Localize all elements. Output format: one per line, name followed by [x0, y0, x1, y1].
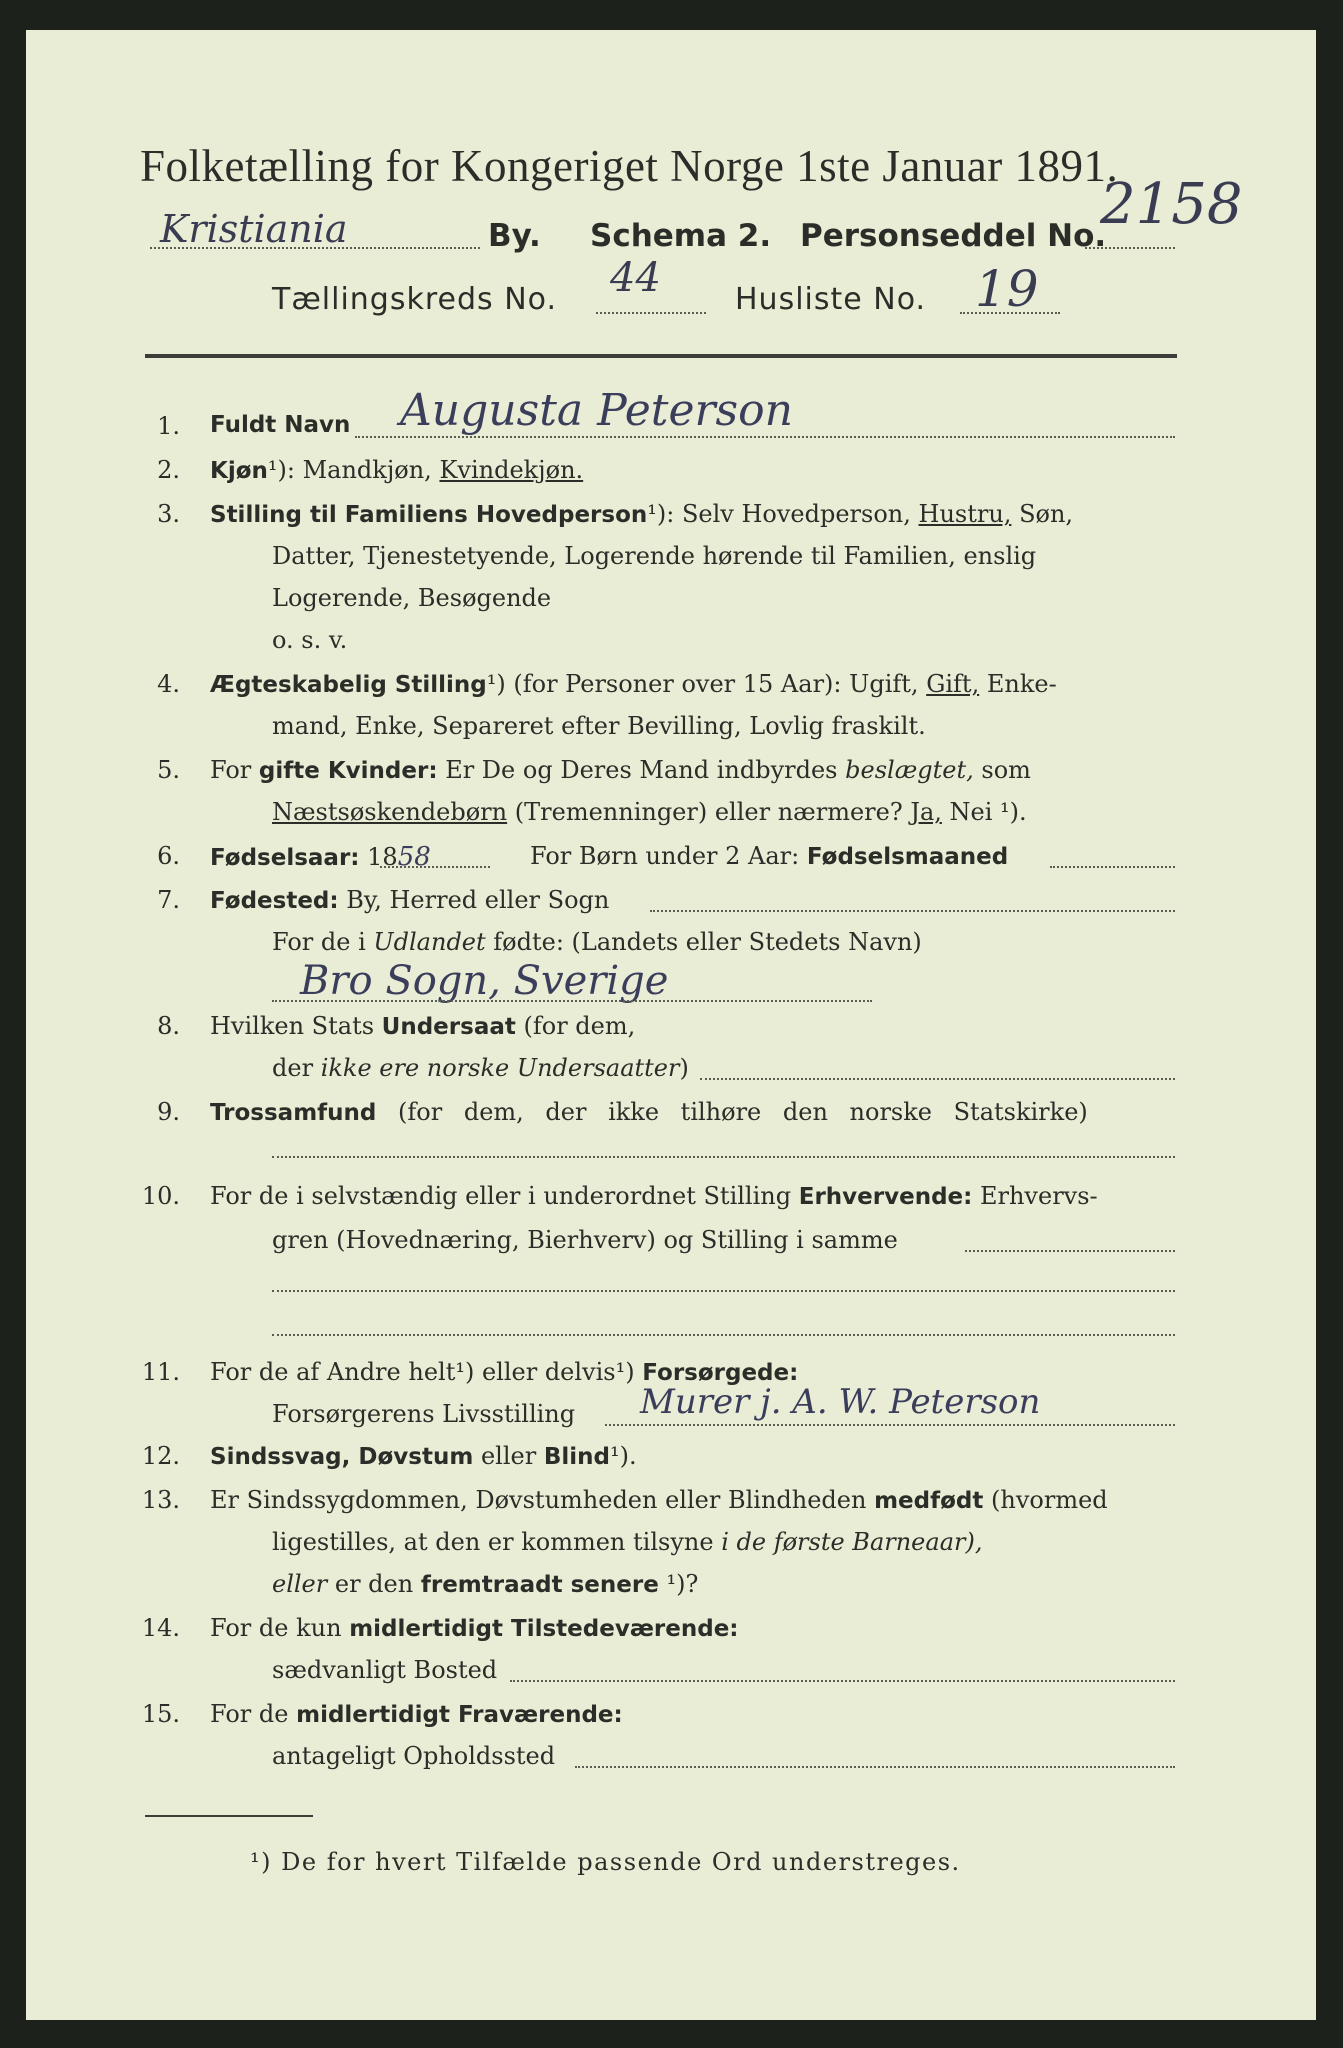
- q9-rest: (for dem, der ikke tilhøre den norske Statskirke): [398, 1098, 1088, 1126]
- q3-option-hustru: Hustru,: [918, 500, 1012, 528]
- q7-line1: [210, 886, 609, 914]
- q10-number: 10.: [141, 1182, 180, 1210]
- q13-er-den: er den: [334, 1570, 414, 1598]
- q7-udlandet: Udlandet: [373, 928, 486, 956]
- q1-label: Fuldt Navn: [210, 412, 351, 438]
- q10-line2: gren (Hovednæring, Bierhverv) og Stilling i samme: [272, 1226, 898, 1254]
- q7-dotline2: [272, 1000, 872, 1002]
- q11-label: Forsørgede:: [642, 1360, 799, 1386]
- personseddel-number: 2158: [1100, 172, 1243, 237]
- q14-label: midlertidigt Tilstedeværende:: [349, 1616, 739, 1642]
- q2-option-female: Kvindekjøn.: [439, 456, 584, 484]
- q4-line1: [210, 670, 1057, 698]
- q11-supporter-occupation: Murer j. A. W. Peterson: [640, 1382, 1041, 1422]
- q5-option-nei: Nei ¹).: [949, 798, 1027, 826]
- q5-option-ja: Ja,: [910, 798, 942, 826]
- q15-pre: For de: [210, 1700, 289, 1728]
- q8-der: der: [272, 1054, 314, 1082]
- q12-mid: eller: [480, 1442, 537, 1470]
- husliste-value: 19: [975, 260, 1039, 318]
- form-title: Folketælling for Kongeriget Norge 1ste Januar 1891.: [140, 141, 1119, 191]
- q14-dotline: [510, 1680, 1175, 1682]
- q4-line2: mand, Enke, Separeret efter Bevilling, Lovlig fraskilt.: [272, 712, 926, 740]
- q14-line1: [210, 1614, 739, 1642]
- q12-post: ¹).: [609, 1442, 637, 1470]
- q8-number: 8.: [157, 1012, 180, 1040]
- by-label: By.: [488, 218, 541, 254]
- q4-rest: ¹) (for Personer over 15 Aar): Ugift,: [486, 670, 919, 698]
- q11-line2: Forsørgerens Livsstilling: [272, 1400, 576, 1428]
- q2-label: Kjøn: [210, 458, 268, 484]
- q10-pre: For de i selvstændig eller i underordnet Stilling: [210, 1182, 792, 1210]
- q4-option-gift: Gift,: [926, 670, 980, 698]
- q9-number: 9.: [157, 1098, 180, 1126]
- q12-blind: Blind: [543, 1444, 610, 1470]
- q10-dotline3: [272, 1334, 1175, 1336]
- q6-birth-year: 58: [397, 842, 431, 872]
- q15-line2: antageligt Opholdssted: [272, 1742, 556, 1770]
- q3-number: 3.: [157, 500, 180, 528]
- q13-eller: eller: [272, 1570, 328, 1598]
- q8-line2: [272, 1054, 689, 1082]
- q15-line1: [210, 1700, 623, 1728]
- q13-line3: [272, 1570, 698, 1598]
- q5-number: 5.: [157, 756, 180, 784]
- q4-label: Ægteskabelig Stilling: [210, 672, 487, 698]
- taellingskreds-value: 44: [610, 255, 661, 301]
- q7-label: Fødested:: [210, 888, 339, 914]
- q8-dotline: [700, 1078, 1175, 1080]
- q5-label: gifte Kvinder:: [258, 758, 438, 784]
- q13-line2-italic: i de første Barneaar),: [721, 1528, 983, 1556]
- q7-text: By, Herred eller Sogn: [346, 886, 610, 914]
- q13-number: 13.: [141, 1486, 180, 1514]
- q7-dotline1: [650, 910, 1175, 912]
- husliste-dotline: [960, 312, 1060, 314]
- q3-line1: [210, 500, 1073, 528]
- husliste-label: Husliste No.: [735, 282, 927, 317]
- q8-post: (for dem,: [523, 1012, 636, 1040]
- q6-child-text: For Børn under 2 Aar:: [530, 842, 800, 870]
- q6-month-dotline: [1050, 866, 1175, 868]
- footnote: ¹) De for hvert Tilfælde passende Ord understreges.: [250, 1848, 961, 1876]
- q7-landets: fødte: (Landets eller Stedets Navn): [493, 928, 922, 956]
- q6-year-dotline: [380, 866, 490, 868]
- q13-label: medfødt: [874, 1488, 984, 1514]
- q3-line3: Logerende, Besøgende: [272, 584, 552, 612]
- q5-som: som: [981, 756, 1031, 784]
- q10-post: Erhvervs-: [979, 1182, 1098, 1210]
- schema-label: Schema 2.: [590, 218, 772, 254]
- q5-tremenninger: (Tremenninger) eller nærmere?: [514, 798, 903, 826]
- q8-label: Undersaat: [381, 1014, 516, 1040]
- q7-number: 7.: [157, 886, 180, 914]
- q6-child-line: [530, 842, 1008, 870]
- q13-post3: ¹)?: [666, 1570, 699, 1598]
- q3-option-son: Søn,: [1019, 500, 1074, 528]
- header-divider: [145, 354, 1177, 358]
- q2-number: 2.: [157, 456, 180, 484]
- q13-pre: Er Sindssygdommen, Døvstumheden eller Blindheden: [210, 1486, 867, 1514]
- q8-line1: [210, 1012, 635, 1040]
- q10-line1: [210, 1182, 1098, 1210]
- q15-label: midlertidigt Fraværende:: [296, 1702, 623, 1728]
- city-handwritten: Kristiania: [160, 207, 348, 251]
- q10-dotline2: [272, 1290, 1175, 1292]
- q15-number: 15.: [141, 1700, 180, 1728]
- q8-pre: Hvilken Stats: [210, 1012, 375, 1040]
- q6-century: 18: [367, 843, 398, 871]
- q12-number: 12.: [141, 1442, 180, 1470]
- q11-dotline: [605, 1424, 1175, 1426]
- q5-naestsoeskendeboern: Næstsøskendebørn: [272, 798, 508, 826]
- q9-line: [210, 1098, 1088, 1126]
- q5-line2: [272, 798, 1027, 826]
- q3-line2: Datter, Tjenestetyende, Logerende hørende til Familien, enslig: [272, 542, 1037, 570]
- q1-number: 1.: [157, 412, 180, 440]
- personseddel-dotline: [1085, 247, 1175, 249]
- q7-line2: [272, 928, 922, 956]
- q6-number: 6.: [157, 842, 180, 870]
- q11-number: 11.: [141, 1358, 180, 1386]
- q13-fremtraadt: fremtraadt senere: [420, 1572, 659, 1598]
- q14-line2: sædvanligt Bosted: [272, 1656, 498, 1684]
- taellingskreds-label: Tællingskreds No.: [272, 282, 557, 317]
- q13-line2-pre: ligestilles, at den er kommen tilsyne: [272, 1528, 714, 1556]
- personseddel-label: Personseddel No.: [800, 218, 1107, 254]
- q2-line: [210, 456, 583, 484]
- q4-number: 4.: [157, 670, 180, 698]
- q12-label: Sindssvag, Døvstum: [210, 1444, 474, 1470]
- q7-for-de-i: For de i: [272, 928, 366, 956]
- city-dotline: [150, 247, 480, 249]
- q8-undersaatter: ikke ere norske Undersaatter: [320, 1054, 680, 1082]
- q2-rest: ¹): Mandkjøn,: [267, 456, 432, 484]
- q6-label: Fødselsaar:: [210, 845, 360, 871]
- q13-line1: [210, 1486, 1108, 1514]
- q13-post: (hvormed: [991, 1486, 1108, 1514]
- q13-line2: [272, 1528, 982, 1556]
- q14-pre: For de kun: [210, 1614, 342, 1642]
- q1-full-name: Augusta Peterson: [400, 385, 793, 436]
- q9-label: Trossamfund: [210, 1100, 377, 1126]
- q11-pre: For de af Andre helt¹) eller delvis¹): [210, 1358, 635, 1386]
- q5-line1: [210, 756, 1031, 784]
- q4-option-enke: Enke-: [986, 670, 1057, 698]
- q3-label: Stilling til Familiens Hovedperson: [210, 502, 648, 528]
- footnote-rule: [145, 1815, 313, 1817]
- q9-dotline: [272, 1156, 1175, 1158]
- q12-line: [210, 1442, 637, 1470]
- q6-child-label: Fødselsmaaned: [806, 844, 1009, 870]
- q5-for: For: [210, 756, 252, 784]
- q10-label: Erhvervende:: [798, 1184, 973, 1210]
- q3-rest: ¹): Selv Hovedperson,: [647, 500, 911, 528]
- q15-dotline: [575, 1766, 1175, 1768]
- q1-dotline: [355, 436, 1175, 438]
- q10-dotline1: [965, 1250, 1175, 1252]
- taellingskreds-dotline: [596, 312, 706, 314]
- q14-number: 14.: [141, 1614, 180, 1642]
- q5-beslaegtet: beslægtet,: [845, 756, 974, 784]
- q5-question: Er De og Deres Mand indbyrdes: [445, 756, 838, 784]
- q7-birthplace: Bro Sogn, Sverige: [300, 958, 669, 1004]
- q3-line4: o. s. v.: [272, 626, 348, 654]
- q8-paren: ): [679, 1054, 689, 1082]
